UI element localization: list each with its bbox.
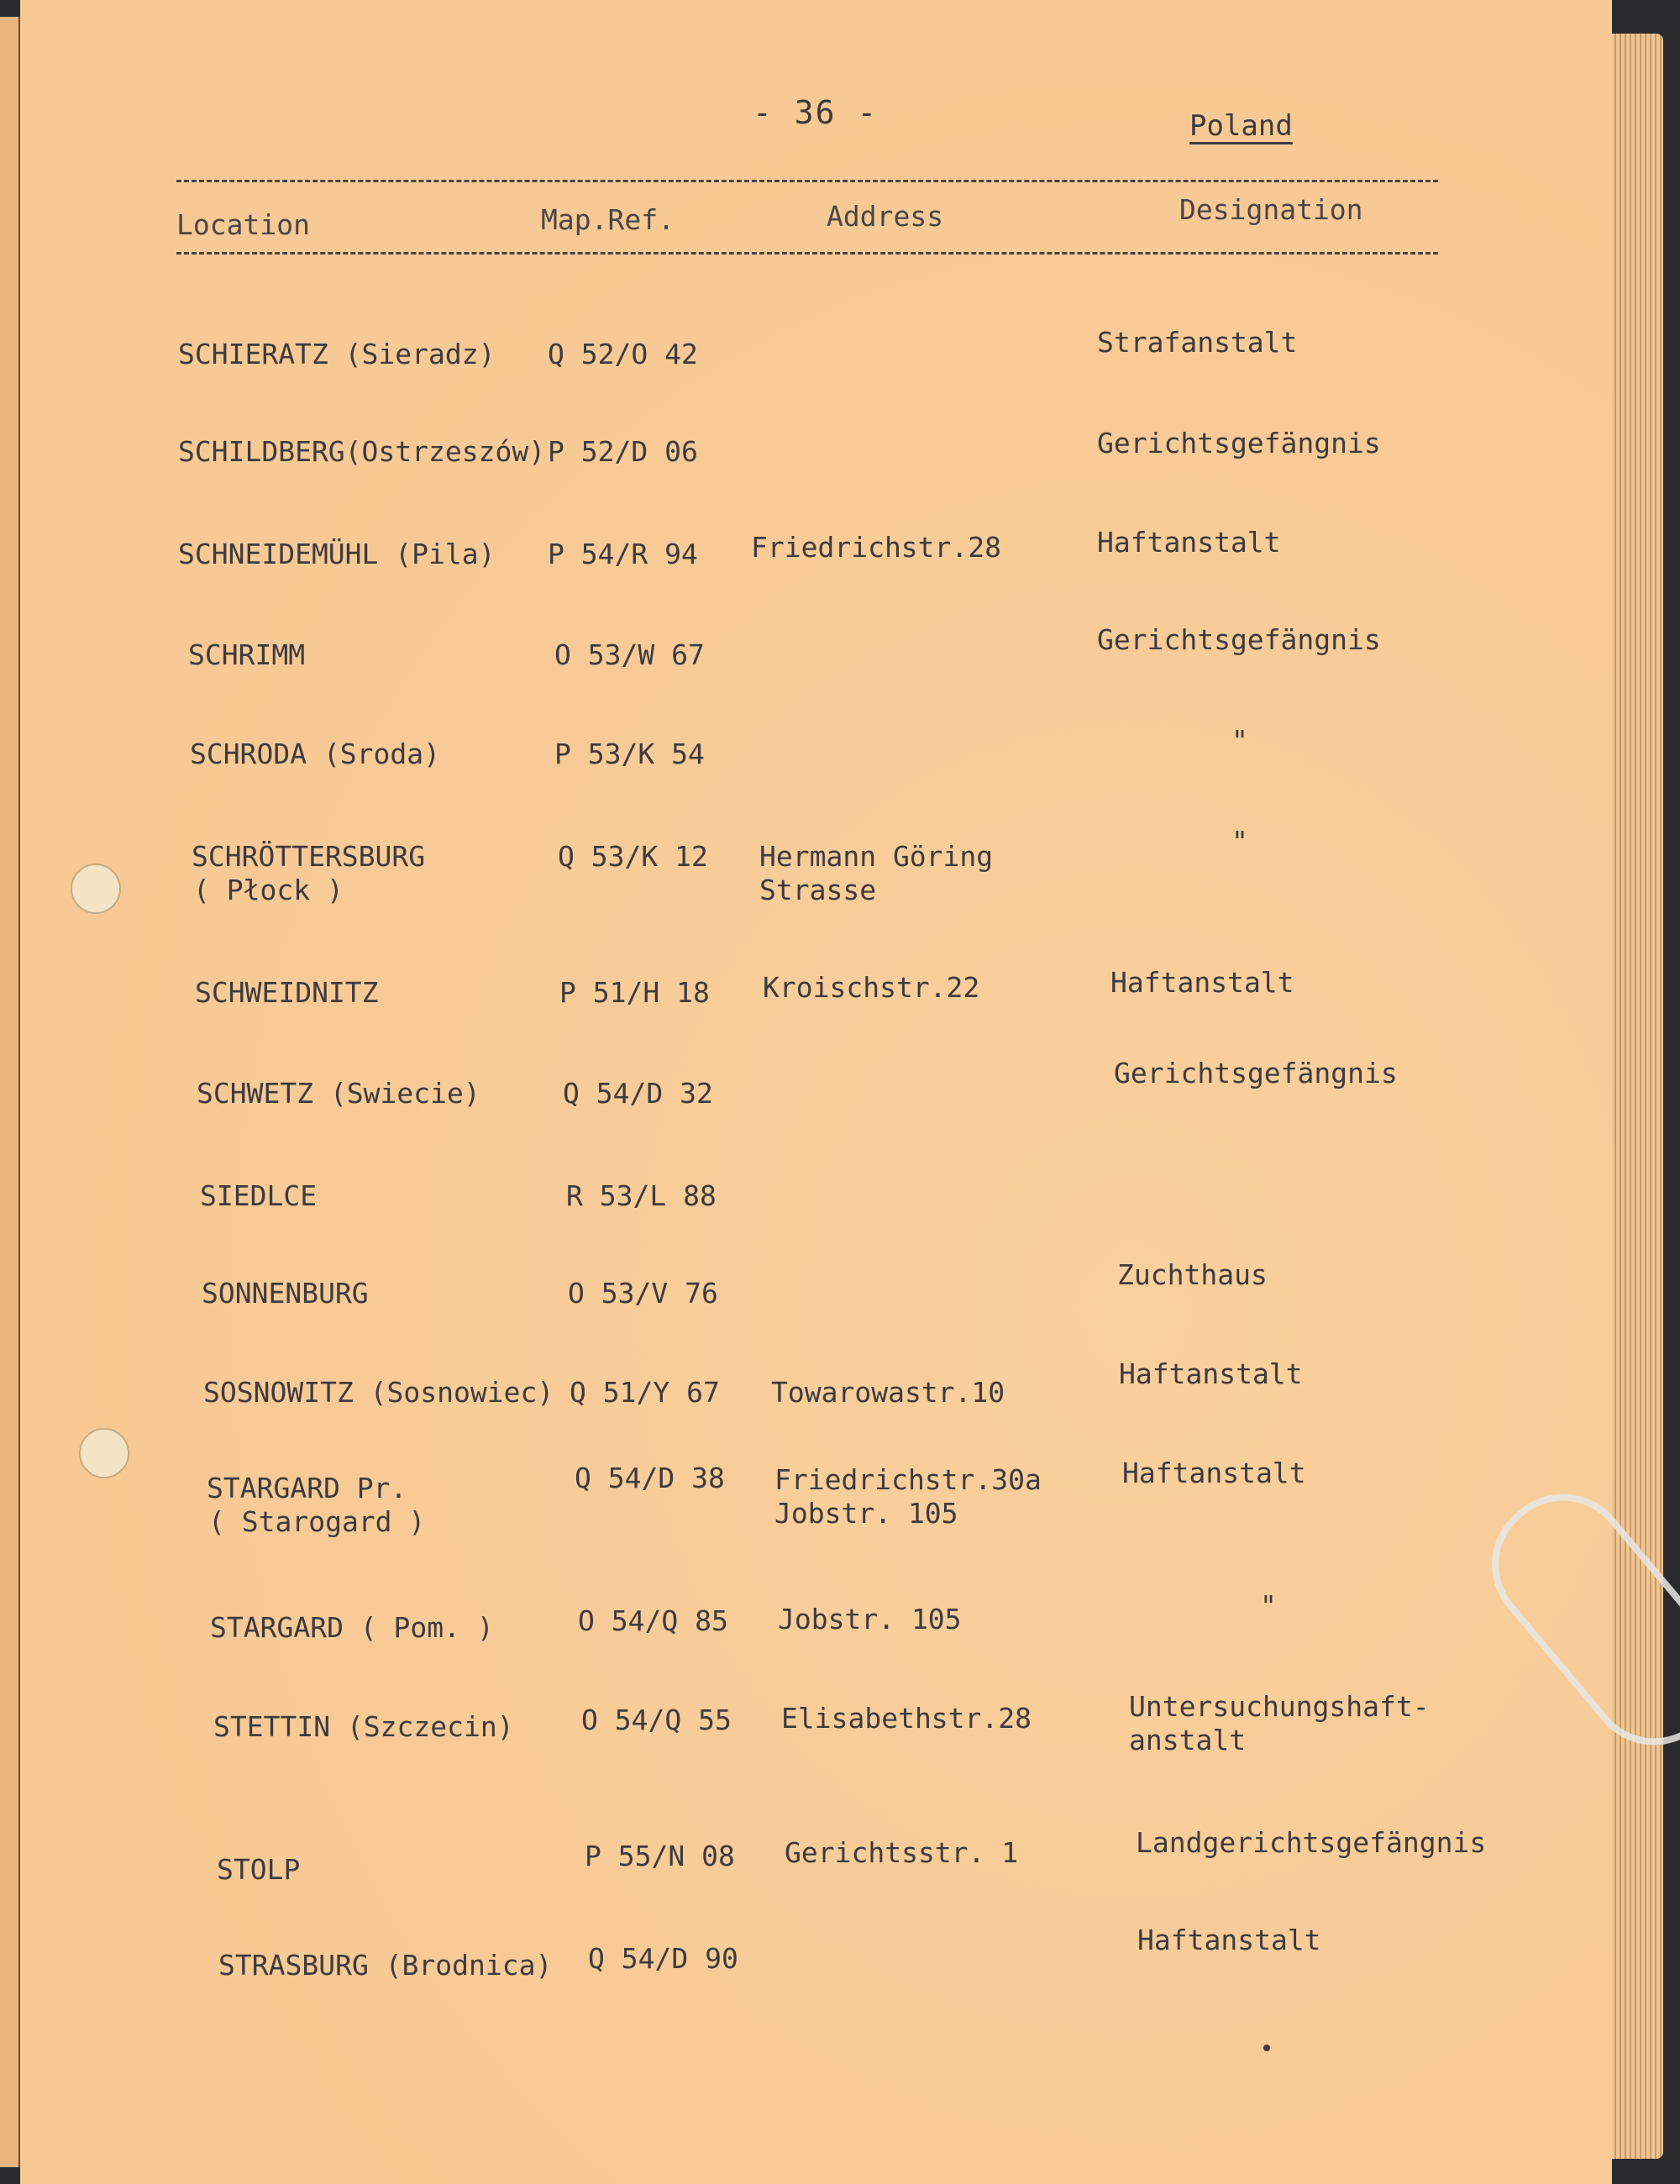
address-cell: Kroischstr.22 bbox=[763, 971, 980, 1004]
table-row bbox=[20, 1924, 1612, 2050]
location-cell: SIEDLCE bbox=[200, 1179, 318, 1212]
location-cell: STETTIN (Szczecin) bbox=[213, 1710, 514, 1743]
location-cell: SCHRODA (Sroda) bbox=[190, 738, 441, 770]
address-cell: Elisabethstr.28 bbox=[781, 1702, 1032, 1735]
header-rule-top bbox=[176, 180, 1438, 182]
table-row bbox=[20, 825, 1612, 941]
map-ref-cell: P 54/R 94 bbox=[548, 538, 698, 570]
address-cell-line-2: Strasse bbox=[759, 874, 877, 906]
column-header-location: Location bbox=[176, 208, 310, 241]
map-ref-cell: P 52/D 06 bbox=[548, 435, 698, 468]
designation-cell: Landgerichtsgefängnis bbox=[1136, 1826, 1487, 1859]
column-header-address: Address bbox=[827, 200, 944, 233]
map-ref-cell: P 55/N 08 bbox=[585, 1840, 735, 1872]
table-row bbox=[20, 326, 1612, 438]
map-ref-cell: Q 54/D 90 bbox=[588, 1942, 738, 1975]
map-ref-cell: P 53/K 54 bbox=[554, 738, 705, 770]
designation-cell: " bbox=[1260, 1589, 1277, 1622]
location-cell-line-2: ( Płock ) bbox=[193, 874, 344, 906]
designation-cell: Haftanstalt bbox=[1097, 526, 1281, 559]
address-cell: Friedrichstr.28 bbox=[751, 531, 1002, 564]
map-ref-cell: O 54/Q 85 bbox=[578, 1604, 728, 1637]
designation-cell: Zuchthaus bbox=[1117, 1258, 1268, 1291]
designation-cell: " bbox=[1231, 724, 1248, 757]
designation-cell: Strafanstalt bbox=[1097, 326, 1298, 359]
map-ref-cell: Q 52/O 42 bbox=[548, 338, 698, 370]
designation-cell-line-2: anstalt bbox=[1129, 1724, 1247, 1756]
table-row bbox=[20, 1179, 1612, 1280]
location-cell: SCHNEIDEMÜHL (Pila) bbox=[178, 538, 496, 570]
document-page bbox=[20, 0, 1612, 2184]
table-row bbox=[20, 623, 1612, 739]
table-row bbox=[20, 1057, 1612, 1178]
designation-cell: Untersuchungshaft- bbox=[1129, 1690, 1430, 1723]
column-header-map-ref: Map.Ref. bbox=[541, 203, 675, 236]
designation-cell: Gerichtsgefängnis bbox=[1114, 1057, 1398, 1089]
table-row bbox=[20, 1690, 1612, 1811]
location-cell: SCHRÖTTERSBURG bbox=[192, 840, 426, 873]
map-ref-cell: Q 51/Y 67 bbox=[570, 1376, 720, 1409]
address-cell: Friedrichstr.30a bbox=[774, 1463, 1042, 1496]
location-cell-line-2: ( Starogard ) bbox=[208, 1505, 426, 1538]
address-cell: Hermann Göring bbox=[759, 840, 994, 873]
map-ref-cell: O 53/V 76 bbox=[568, 1277, 718, 1310]
table-row bbox=[20, 1258, 1612, 1378]
address-cell: Towarowastr.10 bbox=[771, 1376, 1005, 1409]
map-ref-cell: P 51/H 18 bbox=[559, 976, 710, 1009]
table-row bbox=[20, 1357, 1612, 1477]
location-cell: SCHWETZ (Swiecie) bbox=[197, 1077, 480, 1110]
location-cell: SCHIERATZ (Sieradz) bbox=[178, 338, 496, 370]
column-header-designation: Designation bbox=[1179, 193, 1363, 226]
designation-cell: Haftanstalt bbox=[1137, 1924, 1321, 1956]
address-cell-line-2: Jobstr. 105 bbox=[774, 1497, 958, 1530]
location-cell: STRASBURG (Brodnica) bbox=[218, 1949, 553, 1982]
location-cell: STOLP bbox=[217, 1853, 301, 1886]
location-cell: STARGARD Pr. bbox=[207, 1472, 407, 1504]
ink-dot bbox=[1263, 2045, 1270, 2051]
address-cell: Gerichtsstr. 1 bbox=[785, 1836, 1019, 1869]
table-row bbox=[20, 427, 1612, 536]
designation-cell: Gerichtsgefängnis bbox=[1097, 427, 1381, 459]
table-row bbox=[20, 1457, 1612, 1572]
location-cell: STARGARD ( Pom. ) bbox=[210, 1611, 494, 1644]
location-cell: SCHILDBERG(Ostrzeszów) bbox=[178, 435, 546, 468]
designation-cell: Gerichtsgefängnis bbox=[1097, 623, 1381, 656]
region-title: Poland bbox=[1189, 109, 1293, 143]
map-ref-cell: R 53/L 88 bbox=[566, 1179, 717, 1212]
location-cell: SONNENBURG bbox=[202, 1277, 369, 1310]
header-rule-bottom bbox=[176, 252, 1438, 255]
designation-cell: " bbox=[1231, 825, 1248, 858]
designation-cell: Haftanstalt bbox=[1110, 966, 1294, 999]
map-ref-cell: Q 54/D 32 bbox=[563, 1077, 713, 1110]
previous-page-edge bbox=[0, 17, 21, 2167]
designation-cell: Haftanstalt bbox=[1122, 1457, 1306, 1489]
map-ref-cell: O 54/Q 55 bbox=[581, 1704, 732, 1736]
page-number: - 36 - bbox=[753, 94, 879, 131]
location-cell: SCHRIMM bbox=[188, 638, 306, 671]
location-cell: SCHWEIDNITZ bbox=[195, 976, 379, 1009]
address-cell: Jobstr. 105 bbox=[778, 1603, 962, 1635]
map-ref-cell: Q 53/K 12 bbox=[558, 840, 708, 873]
designation-cell: Haftanstalt bbox=[1119, 1357, 1303, 1390]
map-ref-cell: O 53/W 67 bbox=[554, 638, 705, 671]
table-row bbox=[20, 724, 1612, 838]
location-cell: SOSNOWITZ (Sosnowiec) bbox=[203, 1376, 554, 1409]
map-ref-cell: Q 54/D 38 bbox=[575, 1462, 725, 1494]
table-row bbox=[20, 1826, 1612, 1954]
